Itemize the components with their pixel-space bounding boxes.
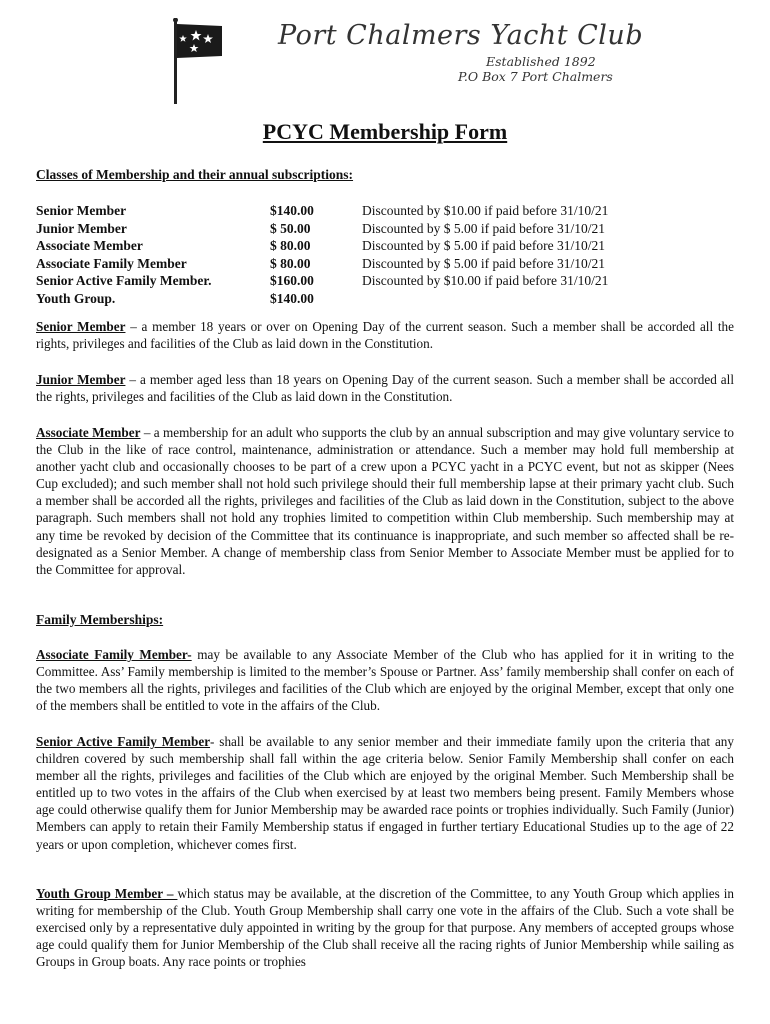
term-junior-member: Junior Member xyxy=(36,372,126,387)
junior-member-text: – a member aged less than 18 years on Opening Day of the current season. Such a member shall be accorded all the rights, privileges and facilities of the Club as laid down in the Constitution. xyxy=(36,372,734,405)
club-address: P.O Box 7 Port Chalmers xyxy=(458,69,613,84)
junior-member-definition xyxy=(36,371,734,405)
class-fee: $140.00 xyxy=(270,203,314,218)
club-established: Established 1892 xyxy=(486,54,596,69)
class-fee: $ 80.00 xyxy=(270,255,311,271)
membership-classes-table xyxy=(36,202,736,308)
class-row xyxy=(36,290,736,308)
associate-member-definition xyxy=(36,424,734,578)
youth-group-text: which status may be available, at the discretion of the Committee, to any Youth Group which applies in writing for membership of the Club. Youth Group Membership shall carry one vote in the affairs of the Club. Such a vote shall be exercised only by a representative duly appointed in writing by the group for that purpose. Any members of accepted groups whose age could qualify them for Junior Membership of the Club shall receive all the racing rights of Junior Membership while sailing as Groups in Group boats. Any race points or trophies xyxy=(36,886,735,970)
term-youth-group-member: Youth Group Member – xyxy=(36,886,178,901)
associate-family-text: may be available to any Associate Member of the Club who has applied for it in writing to the Committee. Ass’ Family membership is limited to the member’s Spouse or Partner. Ass’ family membership shall confer on each of the two members all the rights, privileges and facilities of the Club which are enjoyed by the original Member, except that only one of the members shall be entitled to vote in the affairs of the Club. xyxy=(36,647,734,714)
associate-family-definition xyxy=(36,646,734,714)
class-discount: Discounted by $ 5.00 if paid before 31/10/21 xyxy=(362,255,605,271)
class-row xyxy=(36,237,736,255)
class-name: Senior Member xyxy=(36,203,127,218)
class-name: Junior Member xyxy=(36,220,127,236)
term-senior-member: Senior Member xyxy=(36,319,126,334)
senior-active-family-definition xyxy=(36,733,734,853)
class-row xyxy=(36,202,736,220)
term-associate-member: Associate Member xyxy=(36,425,141,440)
class-row xyxy=(36,220,736,238)
senior-active-family-text: - shall be available to any senior member and their immediate family upon the criteria that any children covered by such membership shall fall within the age criteria below. Senior Family Membership shall confer on each member all the rights, privileges and facilities of the Club which are enjoyed by the original Member. Such Membership shall be entitled up to two votes in the affairs of the Club when exercised by at least two members being present. Family Members whose age could otherwise qualify them for Junior Membership may be awarded race points or trophies individually. Such Family (Junior) Members can apply to retain their Family Membership status if engaged in further tertiary Educational Studies up to the age of 22 years or upon completion, whichever comes first. xyxy=(36,734,734,852)
class-name: Senior Active Family Member. xyxy=(36,273,212,289)
burgee-flag-icon xyxy=(172,18,224,104)
classes-heading: Classes of Membership and their annual subscriptions: xyxy=(36,167,354,182)
club-name: Port Chalmers Yacht Club xyxy=(278,20,644,51)
class-fee: $ 80.00 xyxy=(270,238,311,254)
class-row xyxy=(36,272,736,290)
page-title: PCYC Membership Form xyxy=(262,119,508,144)
class-fee: $160.00 xyxy=(270,273,314,289)
family-memberships-heading: Family Memberships: xyxy=(36,612,164,627)
associate-member-text: – a membership for an adult who supports the club by an annual subscription and may give voluntary service to the Club in the like of race control, maintenance, administration or attendance. Such a member may hold full membership at another yacht club and occasionally chooses to be part of a crew upon a PCYC yacht in a PCYC event, but not as skipper (Nees Cup excluded); and such member shall not hold such privilege should their full membership lapse at their primary yacht club. Such a member shall be accorded all the rights, privileges and facilities of the Club as laid down in the Constitution, subject to the above paragraph. Such members shall not hold any trophies limited to competition within Club membership. Such membership may at any time be revoked by decision of the Committee that its continuance is inappropriate, and such member so affected shall be re-designated as a Senior Member. A change of membership class from Senior Member to Associate Member must be applied for to the Committee for approval. xyxy=(36,425,734,577)
youth-group-definition xyxy=(36,885,734,970)
senior-member-text: – a member 18 years or over on Opening Day of the current season. Such a member shall be accorded all the rights, privileges and facilities of the Club as laid down in the Constitution. xyxy=(36,319,734,352)
class-name: Youth Group. xyxy=(36,290,116,306)
class-discount: Discounted by $10.00 if paid before 31/10/21 xyxy=(362,203,609,218)
term-associate-family-member: Associate Family Member- xyxy=(36,647,192,662)
term-senior-active-family-member: Senior Active Family Member xyxy=(36,734,211,749)
class-row xyxy=(36,255,736,273)
class-fee: $140.00 xyxy=(270,290,314,306)
class-fee: $ 50.00 xyxy=(270,220,311,236)
class-name: Associate Member xyxy=(36,238,143,254)
class-discount: Discounted by $ 5.00 if paid before 31/10/21 xyxy=(362,220,605,236)
class-discount: Discounted by $ 5.00 if paid before 31/10/21 xyxy=(362,238,605,254)
senior-member-definition xyxy=(36,318,734,352)
class-discount: Discounted by $10.00 if paid before 31/10/21 xyxy=(362,273,609,289)
class-name: Associate Family Member xyxy=(36,255,187,271)
